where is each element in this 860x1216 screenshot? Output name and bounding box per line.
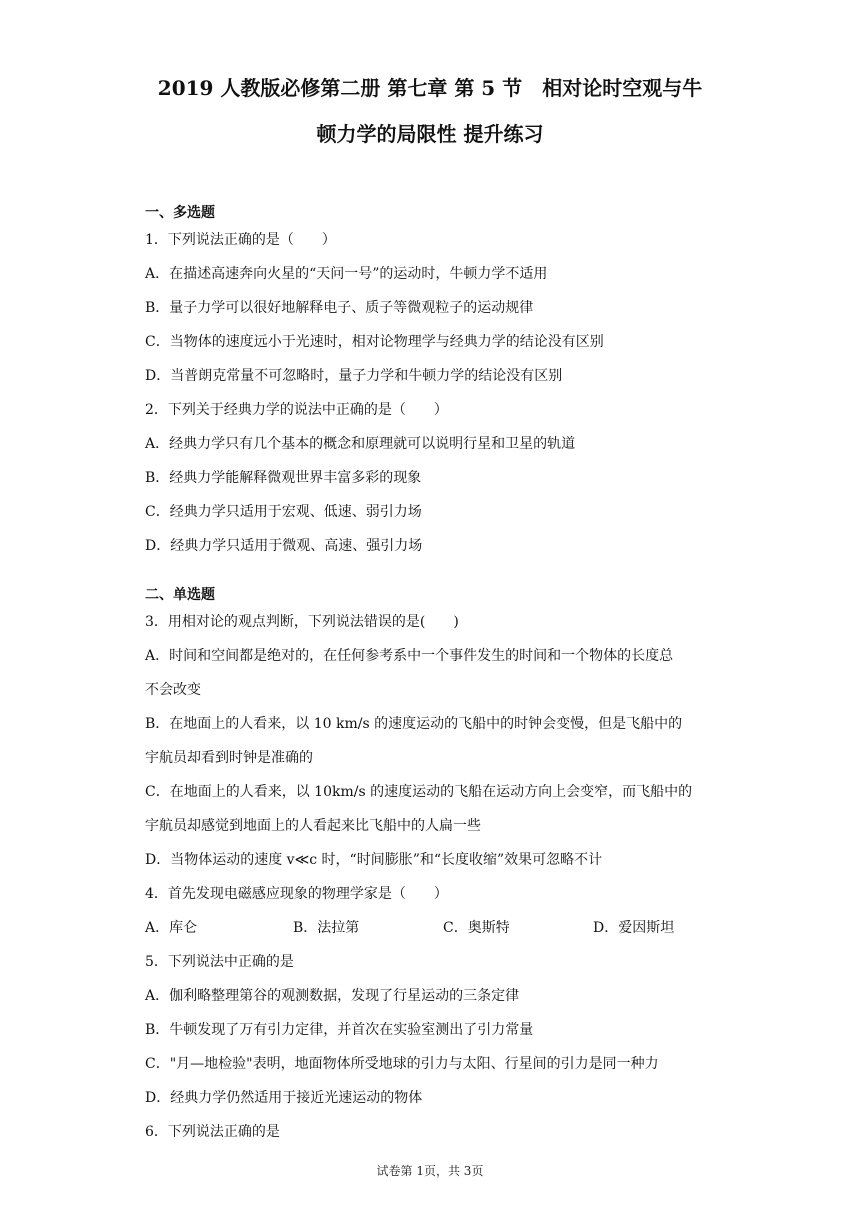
question-3-option-b-line-2: 宇航员却看到时钟是准确的 (145, 750, 313, 766)
question-3-option-d: D．当物体运动的速度 v≪c 时，“时间膨胀”和“长度收缩”效果可忽略不计 (145, 852, 603, 868)
question-2-option-d: D．经典力学只适用于微观、高速、强引力场 (145, 538, 423, 554)
page-footer: 试卷第 1页，共 3页 (376, 1164, 484, 1178)
question-2-option-b: B．经典力学能解释微观世界丰富多彩的现象 (145, 470, 422, 486)
section-heading-single-choice: 二、单选题 (145, 587, 215, 603)
title-line-2: 顿力学的局限性 提升练习 (316, 122, 544, 146)
question-4-option-b: B．法拉第 (293, 920, 360, 936)
section-heading-multi-choice: 一、多选题 (145, 205, 215, 221)
question-1-option-d: D．当普朗克常量不可忽略时，量子力学和牛顿力学的结论没有区别 (145, 368, 563, 384)
question-3-option-c-line-2: 宇航员却感觉到地面上的人看起来比飞船中的人扁一些 (145, 818, 481, 834)
question-3-option-a-line-2: 不会改变 (145, 682, 201, 698)
question-3-option-a-line-1: A．时间和空间都是绝对的，在任何参考系中一个事件发生的时间和一个物体的长度总 (145, 648, 674, 664)
question-3-option-b-line-1: B．在地面上的人看来，以 10 km/s 的速度运动的飞船中的时钟会变慢，但是飞船中的 (145, 716, 683, 732)
question-4-stem: 4．首先发现电磁感应现象的物理学家是（ ） (145, 886, 448, 902)
question-2-stem: 2．下列关于经典力学的说法中正确的是（ ） (145, 402, 448, 418)
question-4-option-a: A．库仑 (145, 920, 198, 936)
question-3-stem: 3．用相对论的观点判断，下列说法错误的是( ) (145, 614, 459, 630)
question-1-option-a: A．在描述高速奔向火星的“天问一号”的运动时，牛顿力学不适用 (145, 266, 548, 282)
question-5-option-d: D．经典力学仍然适用于接近光速运动的物体 (145, 1090, 423, 1106)
question-4-option-d: D．爱因斯坦 (593, 920, 675, 936)
question-6-stem: 6．下列说法正确的是 (145, 1124, 280, 1140)
title-line-1: 2019 人教版必修第二册 第七章 第 5 节 相对论时空观与牛 (157, 76, 703, 100)
question-5-option-b: B．牛顿发现了万有引力定律，并首次在实验室测出了引力常量 (145, 1022, 534, 1038)
question-2-option-c: C．经典力学只适用于宏观、低速、弱引力场 (145, 504, 422, 520)
question-1-option-c: C．当物体的速度远小于光速时，相对论物理学与经典力学的结论没有区别 (145, 334, 604, 350)
question-5-option-c: C．"月—地检验"表明，地面物体所受地球的引力与太阳、行星间的引力是同一种力 (145, 1056, 659, 1072)
question-2-option-a: A．经典力学只有几个基本的概念和原理就可以说明行星和卫星的轨道 (145, 436, 576, 452)
question-5-stem: 5．下列说法中正确的是 (145, 954, 294, 970)
question-4-option-c: C．奥斯特 (443, 920, 510, 936)
question-1-stem: 1．下列说法正确的是（ ） (145, 232, 336, 248)
question-5-option-a: A．伽利略整理第谷的观测数据，发现了行星运动的三条定律 (145, 988, 520, 1004)
question-1-option-b: B．量子力学可以很好地解释电子、质子等微观粒子的运动规律 (145, 300, 534, 316)
question-3-option-c-line-1: C．在地面上的人看来，以 10km/s 的速度运动的飞船在运动方向上会变窄，而飞船中的 (145, 784, 693, 800)
